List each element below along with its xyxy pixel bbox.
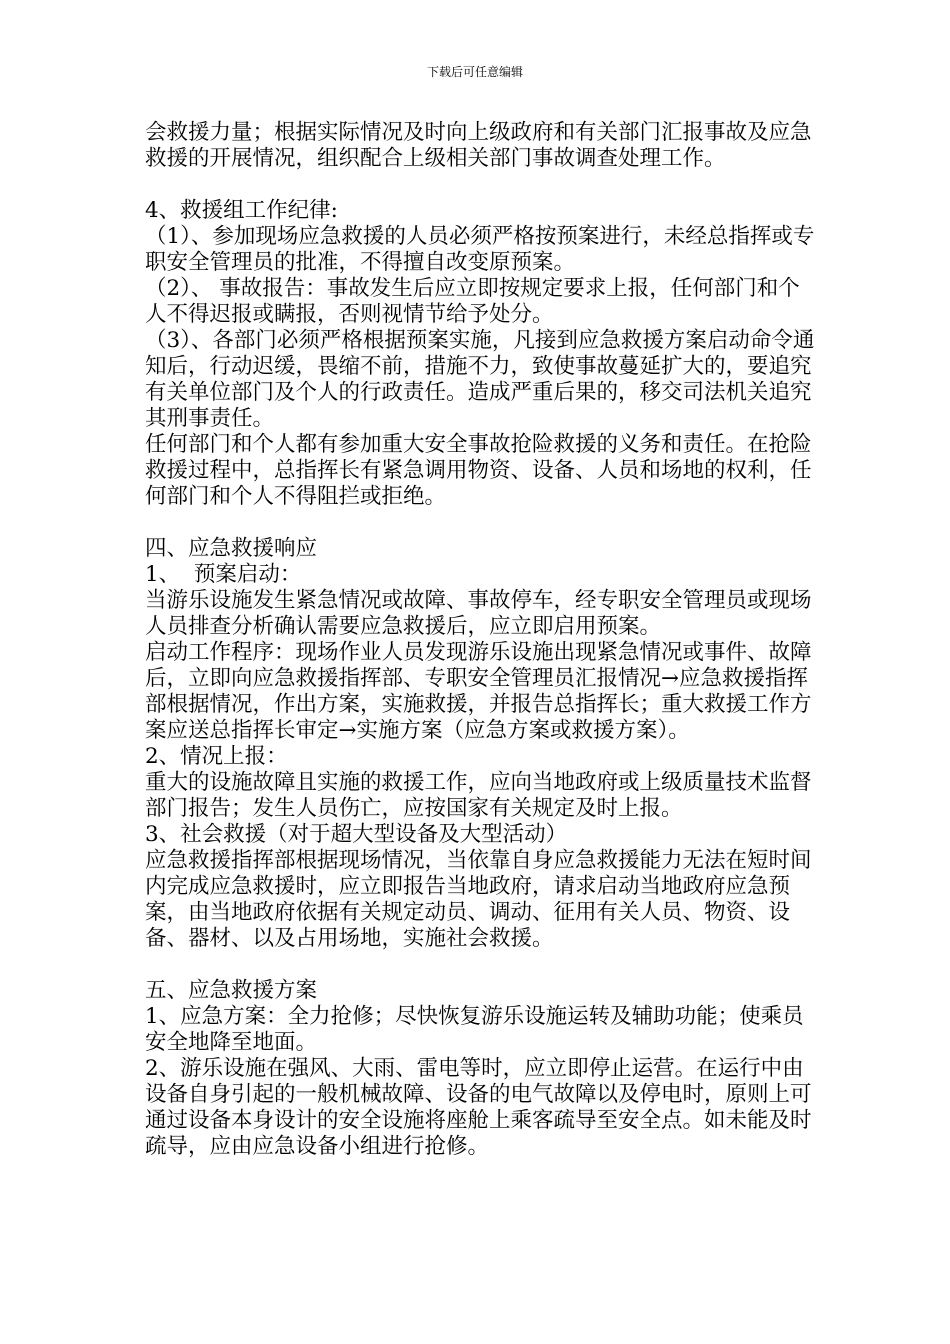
section-heading: 4、救援组工作纪律: <box>145 198 338 223</box>
paragraph: 2、游乐设施在强风、大雨、雷电等时，应立即停止运营。在运行中由设备自身引起的一般机械故障、设备的电气故障以及停电时，原则上可通过设备本身设计的安全设施将座舱上乘客疏导至安全点。如未能及时疏导，应由应急设备小组进行抢修。 <box>145 1056 812 1159</box>
paragraph: （1）、参加现场应急救援的人员必须严格按预案进行，未经总指挥或专职安全管理员的批准，不得擅自改变原预案。 <box>145 224 815 275</box>
paragraph: （3）、各部门必须严格根据预案实施，凡接到应急救援方案启动命令通知后，行动迟缓，畏缩不前，措施不力，致使事故蔓延扩大的，要追究有关单位部门及个人的行政责任。造成严重后果的，移交司法机关追究其刑事责任。 <box>145 328 815 431</box>
subsection-heading: 2、情况上报： <box>145 744 288 769</box>
paragraph: 1、应急方案：全力抢修；尽快恢复游乐设施运转及辅助功能；使乘员安全地降至地面。 <box>145 1004 804 1055</box>
document-body <box>145 120 815 1160</box>
paragraph: 当游乐设施发生紧急情况或故障、事故停车，经专职安全管理员或现场人员排查分析确认需要应急救援后，应立即启用预案。 <box>145 588 812 639</box>
paragraph: （2）、 事故报告：事故发生后应立即按规定要求上报，任何部门和个人不得迟报或瞒报，否则视情节给予处分。 <box>145 276 800 327</box>
paragraph: 会救援力量；根据实际情况及时向上级政府和有关部门汇报事故及应急救援的开展情况，组织配合上级相关部门事故调查处理工作。 <box>145 120 812 171</box>
paragraph: 应急救援指挥部根据现场情况，当依靠自身应急救援能力无法在短时间内完成应急救援时，应立即报告当地政府，请求启动当地政府应急预案，由当地政府依据有关规定动员、调动、征用有关人员、物资、设备、器材、以及占用场地，实施社会救援。 <box>145 848 812 951</box>
section-heading: 五、应急救援方案 <box>145 978 318 1003</box>
subsection-heading: 1、 预案启动： <box>145 562 302 587</box>
blank-line <box>145 952 815 978</box>
section-heading: 四、应急救援响应 <box>145 536 318 561</box>
paragraph: 任何部门和个人都有参加重大安全事故抢险救援的义务和责任。在抢险救援过程中，总指挥长有紧急调用物资、设备、人员和场地的权利，任何部门和个人不得阻拦或拒绝。 <box>145 432 812 509</box>
subsection-heading: 3、社会救援（对于超大型设备及大型活动） <box>145 822 568 847</box>
paragraph: 启动工作程序：现场作业人员发现游乐设施出现紧急情况或事件、故障后，立即向应急救援指挥部、专职安全管理员汇报情况→应急救援指挥部根据情况，作出方案，实施救援，并报告总指挥长；重大救援工作方案应送总指挥长审定→实施方案（应急方案或救援方案）。 <box>145 640 812 743</box>
paragraph: 重大的设施故障且实施的救援工作，应向当地政府或上级质量技术监督部门报告；发生人员伤亡，应按国家有关规定及时上报。 <box>145 770 812 821</box>
blank-line <box>145 510 815 536</box>
blank-line <box>145 172 815 198</box>
page-header: 下载后可任意编辑 <box>426 65 523 79</box>
